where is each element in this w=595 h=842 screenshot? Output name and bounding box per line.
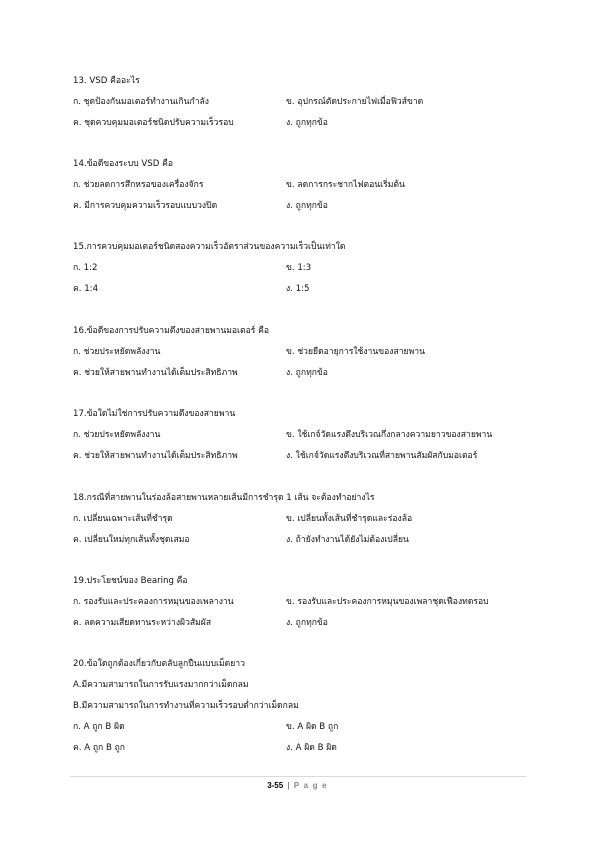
option-c: ค. A ถูก B ถูก [73, 743, 125, 753]
question-18 [73, 488, 533, 551]
question-13 [73, 71, 533, 134]
option-d: ง. ถูกทุกข้อ [286, 201, 328, 211]
question-19 [73, 571, 533, 634]
option-row [73, 279, 533, 300]
option-d: ง. ถูกทุกข้อ [286, 618, 328, 628]
option-d: ง. ถูกทุกข้อ [286, 118, 328, 128]
option-b: ข. ลดการกระชากไฟตอนเริ่มต้น [286, 180, 405, 190]
option-d: ง. 1:5 [286, 284, 310, 294]
footer-divider [70, 776, 526, 777]
question-title: 13. VSD คืออะไร [73, 76, 140, 86]
option-row [73, 530, 533, 551]
page-label: P a g e [293, 781, 328, 790]
option-a: ก. รองรับและประคองการหมุนของเพลางาน [73, 597, 234, 607]
option-c: ค. ชุดควบคุมมอเตอร์ชนิดปรับความเร็วรอบ [73, 118, 234, 128]
page-number: 3-55 [267, 781, 284, 790]
option-d: ง. ถูกทุกข้อ [286, 368, 328, 378]
option-row [73, 509, 533, 530]
question-20 [73, 654, 533, 759]
question-14 [73, 154, 533, 217]
page-footer [0, 781, 595, 790]
option-c: ค. ลดความเสียดทานระหว่างผิวสัมผัส [73, 618, 212, 628]
option-c: ค. มีการควบคุมความเร็วรอบแบบวงปิด [73, 201, 218, 211]
option-row [73, 446, 533, 467]
option-row [73, 717, 533, 738]
option-c: ค. เปลี่ยนใหม่ทุกเส้นทั้งชุดเสมอ [73, 535, 190, 545]
option-row [73, 613, 533, 634]
option-a: ก. เปลี่ยนเฉพาะเส้นที่ชำรุด [73, 514, 173, 524]
question-15 [73, 237, 533, 300]
option-row [73, 425, 533, 446]
statement-a: A.มีความสามารถในการรับแรงมากกว่าเม็ดกลม [73, 680, 249, 690]
option-a: ก. ช่วยลดการสึกหรอของเครื่องจักร [73, 180, 204, 190]
option-c: ค. 1:4 [73, 284, 99, 294]
question-title: 20.ข้อใดถูกต้องเกี่ยวกับตลับลูกปืนแบบเม็ดยาว [73, 659, 245, 669]
option-b: ข. 1:3 [286, 263, 312, 273]
option-row [73, 175, 533, 196]
footer-separator: | [287, 781, 290, 790]
option-c: ค. ช่วยให้สายพานทำงานได้เต็มประสิทธิภาพ [73, 368, 238, 378]
option-row [73, 592, 533, 613]
option-row [73, 342, 533, 363]
question-title: 15.การควบคุมมอเตอร์ชนิดสองความเร็วอัตราส่วนของความเร็วเป็นเท่าใด [73, 242, 346, 252]
option-b: ข. เปลี่ยนทั้งเส้นที่ชำรุดและร่องล้อ [286, 514, 413, 524]
question-17 [73, 404, 533, 467]
option-row [73, 363, 533, 384]
option-a: ก. ช่วยประหยัดพลังงาน [73, 347, 161, 357]
option-d: ง. ใช้เกจ์วัดแรงตึงบริเวณที่สายพานสัมผัสกับมอเตอร์ [286, 451, 478, 461]
question-title: 17.ข้อใดไม่ใช่การปรับความตึงของสายพาน [73, 409, 236, 419]
question-title: 14.ข้อดีของระบบ VSD คือ [73, 159, 173, 169]
question-title: 18.กรณีที่สายพานในร่องล้อสายพานหลายเส้นมีการชำรุด 1 เส้น จะต้องทำอย่างไร [73, 493, 375, 503]
question-16 [73, 321, 533, 384]
option-row [73, 258, 533, 279]
option-a: ก. ช่วยประหยัดพลังงาน [73, 430, 161, 440]
option-b: ข. A ผิด B ถูก [286, 722, 339, 732]
option-row [73, 738, 533, 759]
option-c: ค. ช่วยให้สายพานทำงานได้เต็มประสิทธิภาพ [73, 451, 238, 461]
question-title: 16.ข้อดีของการปรับความตึงของสายพานมอเตอร์ คือ [73, 326, 269, 336]
option-row [73, 196, 533, 217]
option-a: ก. ชุดป้องกันมอเตอร์ทำงานเกินกำลัง [73, 97, 209, 107]
option-d: ง. A ผิด B ผิด [286, 743, 337, 753]
option-a: ก. A ถูก B ผิด [73, 722, 125, 732]
option-b: ข. ใช้เกจ์วัดแรงตึงบริเวณกึ่งกลางความยาวของสายพาน [286, 430, 493, 440]
option-row [73, 92, 533, 113]
option-b: ข. อุปกรณ์ตัดประกายไฟเมื่อฟิวส์ขาด [286, 97, 424, 107]
statement-b: B.มีความสามารถในการทำงานที่ความเร็วรอบต่ำกว่าเม็ดกลม [73, 701, 299, 711]
option-d: ง. ถ้ายังทำงานได้ยังไม่ต้องเปลี่ยน [286, 535, 409, 545]
option-a: ก. 1:2 [73, 263, 98, 273]
option-b: ข. ช่วยยืดอายุการใช้งานของสายพาน [286, 347, 425, 357]
question-title: 19.ประโยชน์ของ Bearing คือ [73, 576, 188, 586]
option-b: ข. รองรับและประคองการหมุนของเพลาชุดเฟืองทดรอบ [286, 597, 489, 607]
option-row [73, 113, 533, 134]
